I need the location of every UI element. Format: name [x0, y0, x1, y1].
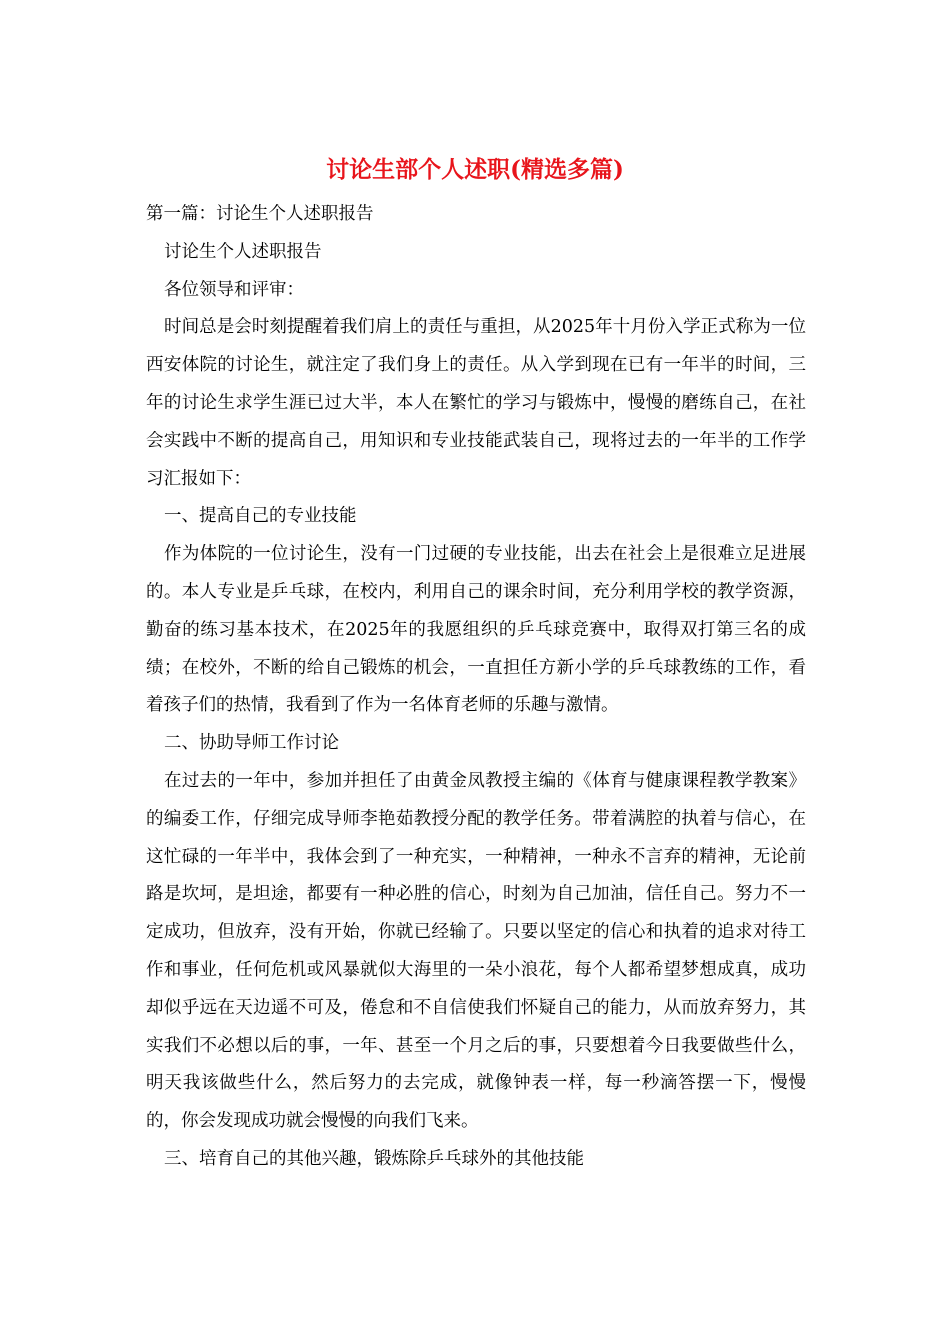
section-heading: 一、提高自己的专业技能 [164, 506, 357, 527]
section-heading: 二、协助导师工作讨论 [164, 733, 339, 754]
document-body [146, 196, 806, 1179]
section-heading: 三、培育自己的其他兴趣，锻炼除乒乓球外的其他技能 [164, 1148, 584, 1169]
body-paragraph: 在过去的一年中，参加并担任了由黄金凤教授主编的《体育与健康课程教学教案》的编委工作，仔细完成导师李艳茹教授分配的教学任务。带着满腔的执着与信心，在这忙碌的一年半中，我体会到了一种充实，一种精神，一种永不言弃的精神，无论前路是坎坷，是坦途，都要有一种必胜的信心，时刻为自己加油，信任自己。努力不一定成功，但放弃，没有开始，你就已经输了。只要以坚定的信心和执着的追求对待工作和事业，任何危机或风暴就似大海里的一朵小浪花，每个人都希望梦想成真，成功却似乎远在天边遥不可及，倦怠和不自信使我们怀疑自己的能力，从而放弃努力，其实我们不必想以后的事，一年、甚至一个月之后的事，只要想着今日我要做些什么，明天我该做些什么，然后努力的去完成，就像钟表一样，每一秒滴答摆一下，慢慢的，你会发现成功就会慢慢的向我们飞来。 [146, 770, 806, 1132]
salutation: 各位领导和评审： [164, 279, 304, 300]
document-title: 讨论生部个人述职(精选多篇) [326, 156, 624, 183]
body-paragraph: 时间总是会时刻提醒着我们肩上的责任与重担，从2025年十月份入学正式称为一位西安体院的讨论生，就注定了我们身上的责任。从入学到现在已有一年半的时间，三年的讨论生求学生涯已过大半，本人在繁忙的学习与锻炼中，慢慢的磨练自己，在社会实践中不断的提高自己，用知识和专业技能武装自己，现将过去的一年半的工作学习汇报如下： [146, 317, 806, 489]
report-title: 讨论生个人述职报告 [164, 241, 322, 262]
body-paragraph: 作为体院的一位讨论生，没有一门过硬的专业技能，出去在社会上是很难立足进展的。本人专业是乒乓球，在校内，利用自己的课余时间，充分利用学校的教学资源，勤奋的练习基本技术，在2025年的我愿组织的乒乓球竞赛中，取得双打第三名的成绩；在校外，不断的给自己锻炼的机会，一直担任方新小学的乒乓球教练的工作，看着孩子们的热情，我看到了作为一名体育老师的乐趣与激情。 [146, 544, 806, 716]
section-heading-part-one: 第一篇：讨论生个人述职报告 [146, 204, 374, 224]
